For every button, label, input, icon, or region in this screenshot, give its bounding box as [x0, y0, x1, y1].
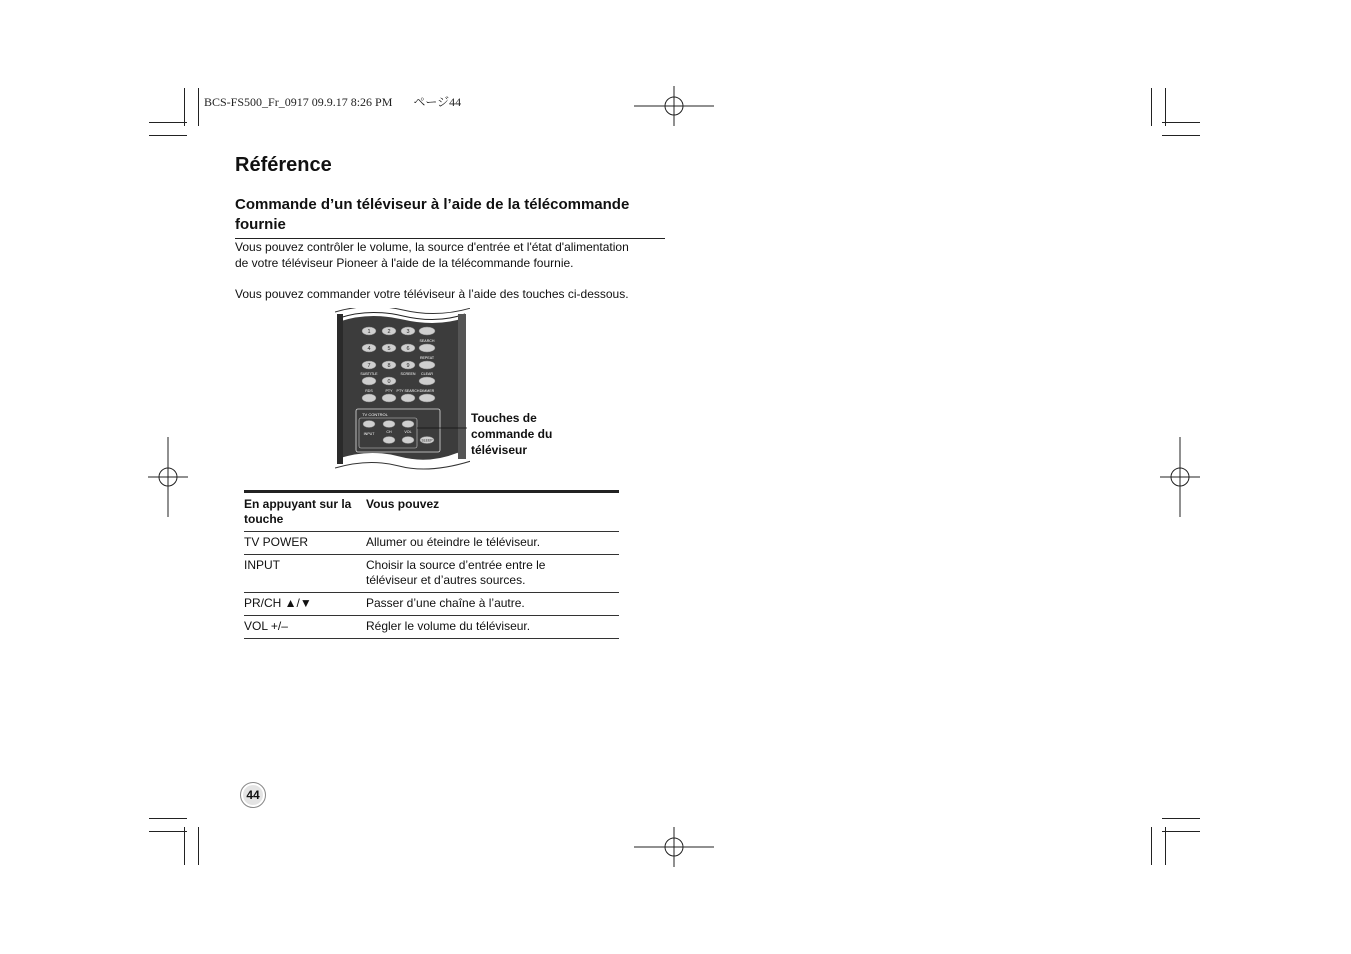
cell-action: Régler le volume du téléviseur.: [366, 616, 619, 639]
registration-mark-icon: [1160, 437, 1200, 517]
intro-line-2: de votre téléviseur Pioneer à l'aide de la télécommande fournie.: [235, 256, 574, 270]
section-heading: Commande d’un téléviseur à l’aide de la télécommande fournie: [235, 195, 665, 239]
column-header-key: En appuyant sur la touche: [244, 492, 366, 532]
svg-text:SCREEN: SCREEN: [400, 372, 416, 376]
svg-text:PTY SEARCH: PTY SEARCH: [396, 389, 420, 393]
table-row: [244, 616, 619, 639]
callout-line: Touches de: [471, 411, 537, 425]
svg-text:TV CONTROL: TV CONTROL: [362, 412, 388, 417]
svg-text:8: 8: [387, 363, 391, 369]
callout-line: commande du: [471, 427, 553, 441]
column-header-action: Vous pouvez: [366, 492, 619, 532]
svg-text:3: 3: [406, 329, 410, 335]
svg-text:0: 0: [387, 379, 391, 385]
table-row: [244, 593, 619, 616]
cell-key: VOL +/–: [244, 616, 366, 639]
svg-text:REPEAT: REPEAT: [419, 356, 435, 360]
svg-text:7: 7: [367, 363, 371, 369]
page-ref: ページ44: [413, 95, 462, 109]
page-number-badge: 44: [240, 782, 266, 808]
cell-action: Allumer ou éteindre le téléviseur.: [366, 532, 619, 555]
svg-text:1: 1: [367, 329, 371, 335]
cell-key: PR/CH ▲/▼: [244, 593, 366, 616]
instruction-text: Vous pouvez commander votre téléviseur à l’aide des touches ci-dessous.: [235, 287, 629, 301]
svg-text:5: 5: [387, 346, 391, 352]
svg-text:PTY: PTY: [385, 389, 393, 393]
svg-text:VOL: VOL: [404, 430, 412, 434]
registration-mark-icon: [634, 827, 714, 867]
print-slug: [204, 93, 461, 110]
svg-text:2: 2: [387, 329, 391, 335]
callout-line: téléviseur: [471, 443, 528, 457]
remote-callout-label: [471, 410, 581, 458]
table-row: [244, 532, 619, 555]
svg-text:SUBTITLE: SUBTITLE: [360, 372, 378, 376]
cell-key: TV POWER: [244, 532, 366, 555]
svg-text:6: 6: [406, 346, 410, 352]
remote-control-illustration: [335, 308, 470, 473]
cell-action: Passer d’une chaîne à l’autre.: [366, 593, 619, 616]
svg-text:9: 9: [406, 363, 410, 369]
table-header-row: [244, 492, 619, 532]
page-title: Référence: [235, 154, 332, 176]
intro-line-1: Vous pouvez contrôler le volume, la source d'entrée et l'état d'alimentation: [235, 240, 629, 254]
svg-text:RDS: RDS: [365, 389, 373, 393]
tv-control-table: [244, 490, 619, 639]
registration-mark-icon: [634, 86, 714, 126]
svg-text:CH: CH: [386, 430, 392, 434]
svg-text:4: 4: [367, 346, 371, 352]
svg-text:INPUT: INPUT: [363, 432, 375, 436]
slug-text: BCS-FS500_Fr_0917 09.9.17 8:26 PM: [204, 95, 393, 109]
cell-key: INPUT: [244, 555, 366, 593]
registration-mark-icon: [148, 437, 188, 517]
svg-text:DIMMER: DIMMER: [419, 389, 435, 393]
table-row: [244, 555, 619, 593]
svg-text:CLEAR: CLEAR: [421, 372, 433, 376]
cell-action: Choisir la source d’entrée entre le téléviseur et d’autres sources.: [366, 555, 619, 593]
svg-text:SEARCH: SEARCH: [419, 339, 435, 343]
svg-text:SLEEP: SLEEP: [421, 438, 433, 443]
